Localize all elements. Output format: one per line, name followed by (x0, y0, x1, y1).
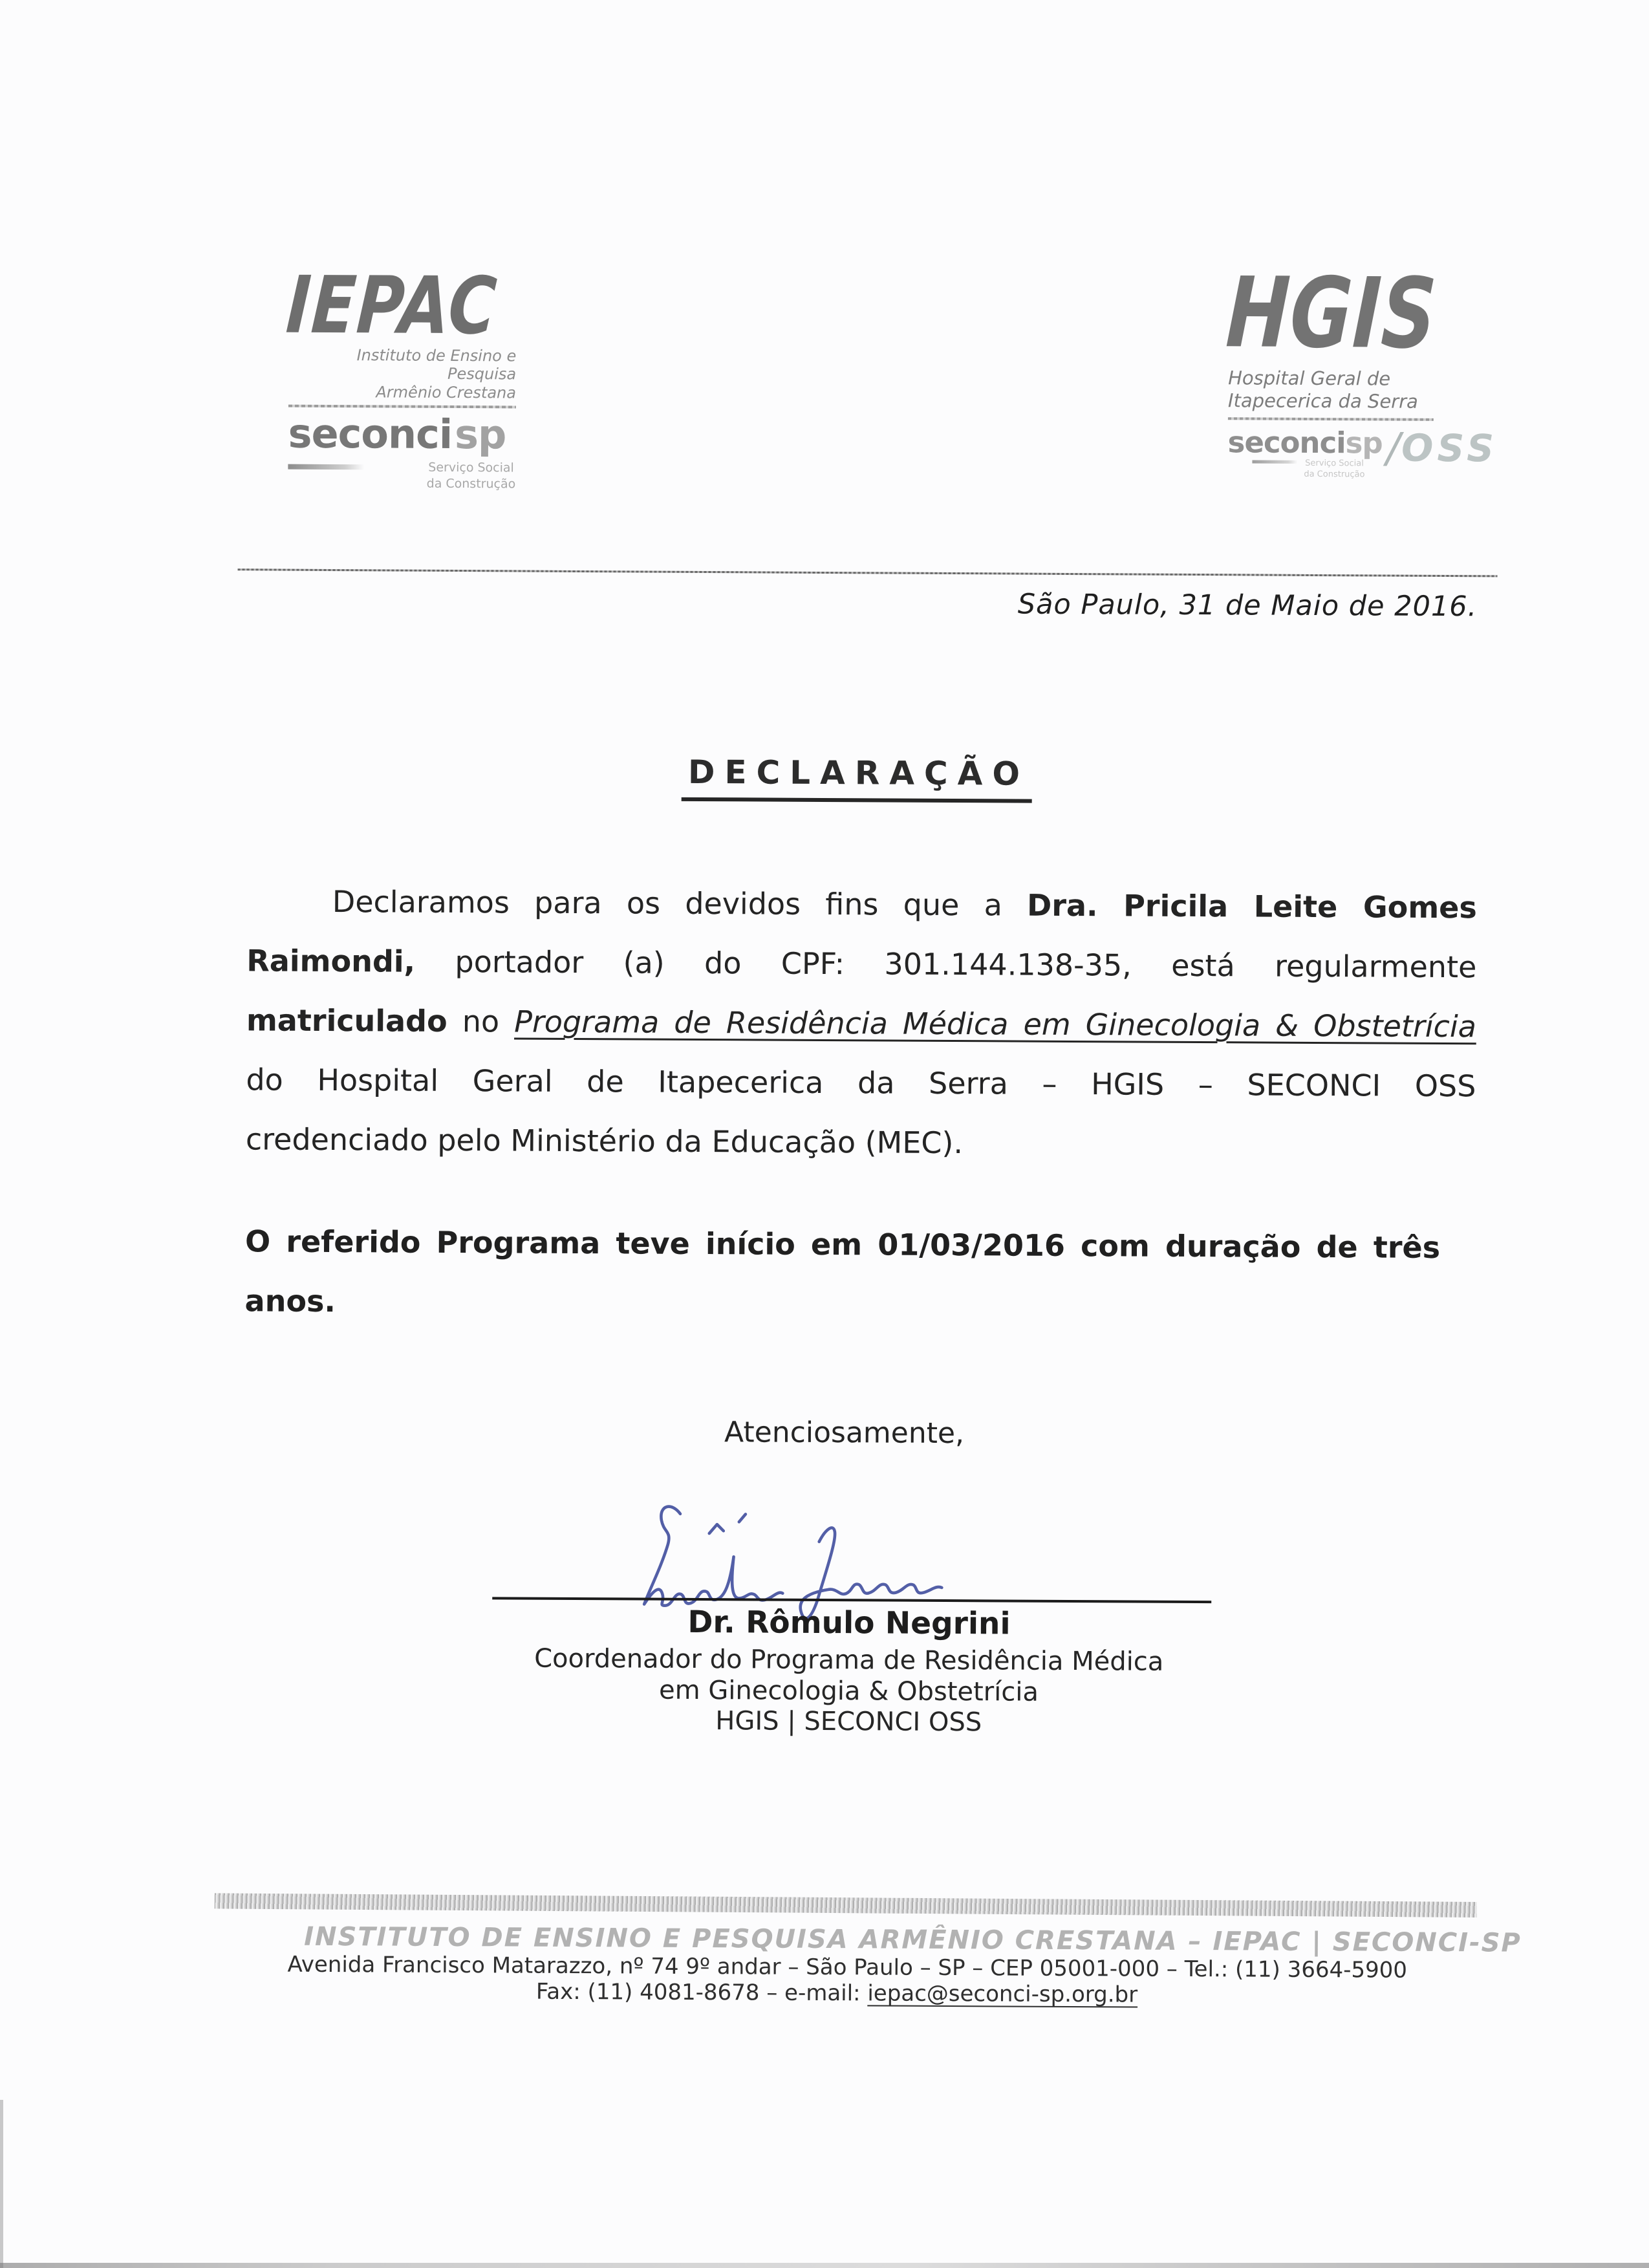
matriculado-bold: matriculado (246, 1002, 447, 1039)
signer-name: Dr. Rômulo Negrini (687, 1604, 1011, 1642)
signature-accent-mark (709, 1524, 724, 1533)
body-line-2-text: portador (a) do CPF: 301.144.138-35, está regularmente (415, 944, 1477, 985)
seconci-tagline-row (288, 459, 515, 492)
closing-salutation: Atenciosamente, (724, 1416, 965, 1451)
doctor-surname-bold: Raimondi, (246, 943, 416, 979)
header-separator-line (238, 568, 1498, 577)
hgis-seconci-brand (1227, 425, 1382, 460)
hgis-seconci-text: seconci (1227, 424, 1346, 460)
scan-left-edge-artifact (0, 2100, 3, 2268)
seconci-tagline-line1: Serviço Social (428, 460, 514, 475)
hgis-tagline-line2: da Construção (1304, 470, 1365, 480)
body-line-5: credenciado pelo Ministério da Educação (MEC). (245, 1121, 964, 1161)
footer-institute-line: INSTITUTO DE ENSINO E PESQUISA ARMÊNIO CRESTANA – IEPAC | SECONCI-SP (304, 1921, 1522, 1958)
date-line: São Paulo, 31 de Maio de 2016. (1017, 588, 1478, 623)
program-name-italic-underline: Programa de Residência Médica em Ginecologia & Obstetrícia (514, 1004, 1477, 1044)
body-line-4: do Hospital Geral de Itapecerica da Serra – HGIS – SECONCI OSS (246, 1062, 1476, 1104)
document-title: DECLARAÇÃO (682, 753, 1032, 803)
hgis-logo-acronym: HGIS (1223, 257, 1439, 371)
body-line-1 (247, 871, 1477, 937)
iepac-logo-acronym: IEPAC (283, 259, 501, 352)
signature-stroke-first-name (644, 1506, 783, 1606)
signer-org-line: HGIS | SECONCI OSS (715, 1706, 982, 1738)
hgis-seconci-oss-wordmark (1227, 424, 1500, 496)
hgis-subtitle-line2: Itapecerica da Serra (1227, 389, 1418, 413)
hgis-divider-line (1228, 417, 1434, 421)
iepac-subtitle-line2: Armênio Crestana (376, 382, 517, 402)
hgis-logo (1223, 257, 1500, 496)
hgis-slash-glyph: / (1386, 424, 1401, 473)
seconci-brand-text: seconci (288, 409, 453, 458)
seconci-sp-wordmark (288, 409, 521, 459)
hgis-oss-text: OSS (1401, 426, 1498, 471)
body-line-1-text: Declaramos para os devidos fins que a (332, 884, 1028, 923)
iepac-logo-subtitle (288, 346, 516, 402)
program-start-statement: O referido Programa teve início em 01/03/2016 com duração de três anos. (244, 1224, 1441, 1319)
seconci-sp-suffix: sp (454, 410, 506, 459)
footer-separator-band (215, 1893, 1477, 1917)
iepac-logo (283, 259, 522, 492)
footer-fax-text: Fax: (11) 4081-8678 – e-mail: (535, 1978, 868, 2007)
hgis-sp-suffix: sp (1345, 425, 1383, 460)
signer-role-line2: em Ginecologia & Obstetrícia (658, 1675, 1039, 1707)
footer-email-link[interactable]: iepac@seconci-sp.org.br (867, 1980, 1138, 2008)
scan-bottom-edge-artifact (0, 2263, 1649, 2268)
title-row (2, 750, 1649, 806)
body-line-2 (246, 931, 1476, 997)
body-line-3 (246, 990, 1476, 1056)
seconci-tagline (427, 460, 516, 492)
hgis-subtitle-line1: Hospital Geral de (1228, 367, 1391, 390)
signature-i-dot (739, 1514, 746, 1522)
hgis-underline-dash (1252, 460, 1297, 463)
footer-address-line: Avenida Francisco Matarazzo, nº 74 9º andar – São Paulo – SP – CEP 05001-000 – Tel.: (11) 3664-5900 (287, 1951, 1408, 1983)
signer-role-line1: Coordenador do Programa de Residência Médica (534, 1643, 1164, 1677)
doctor-name-bold: Dra. Pricila Leite Gomes (1026, 887, 1477, 925)
body-line-3-text: no (447, 1003, 515, 1039)
hgis-tagline (1304, 457, 1364, 481)
seconci-underline-dash (288, 464, 364, 470)
seconci-tagline-line2: da Construção (426, 476, 516, 491)
iepac-divider-line (288, 405, 516, 409)
hgis-logo-subtitle (1228, 367, 1500, 413)
iepac-subtitle-line1: Instituto de Ensino e Pesquisa (356, 346, 517, 383)
hgis-tagline-line1: Serviço Social (1305, 458, 1364, 468)
body-paragraph (246, 871, 1477, 1175)
